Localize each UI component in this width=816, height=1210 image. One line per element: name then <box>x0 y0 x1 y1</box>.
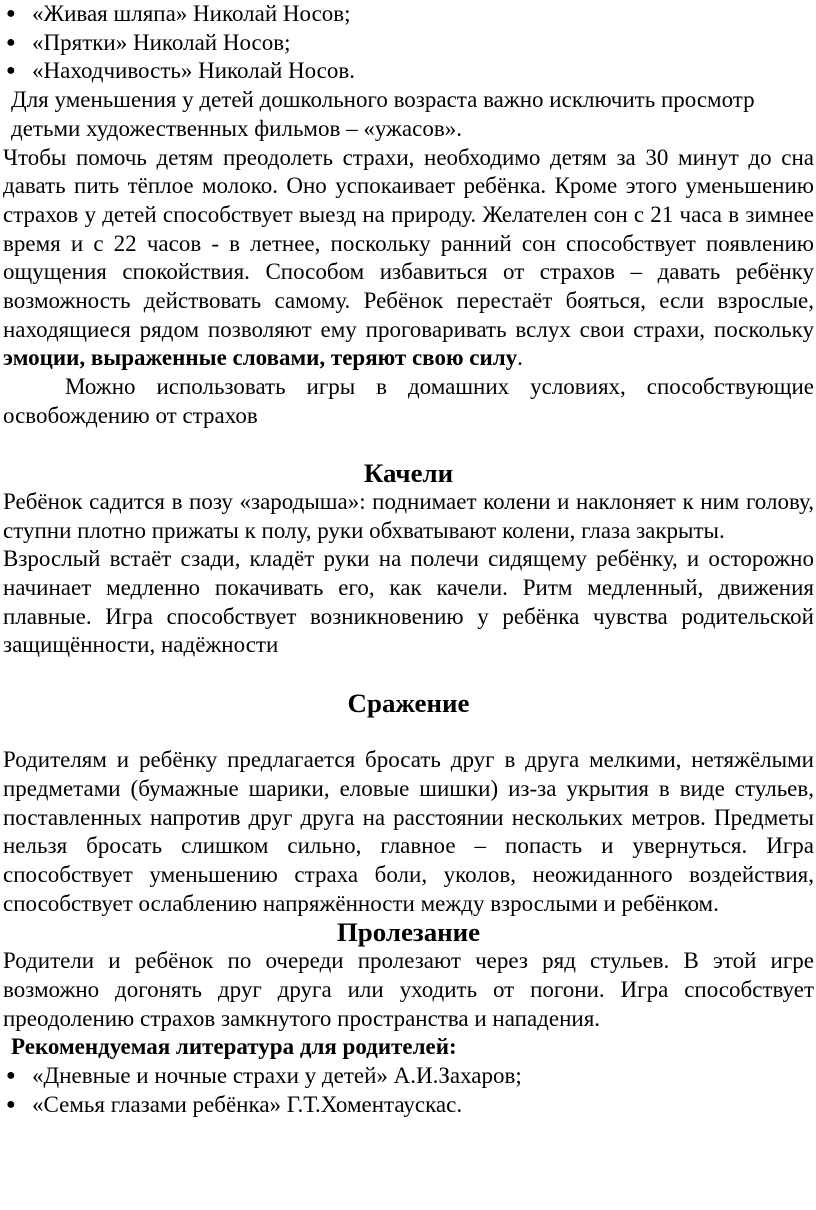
paragraph-swing-1: Ребёнок садится в позу «зародыша»: поднимает колени и наклоняет к ним голову, ступни плотно прижаты к полу, руки обхватывают колени, глаза закрыты. <box>3 488 814 543</box>
list-item: ● «Находчивость» Николай Носов. <box>3 57 814 86</box>
bullet-icon: ● <box>6 33 16 51</box>
emphasis-text: эмоции, выраженные словами, теряют свою силу <box>3 345 518 371</box>
paragraph-games-intro: Можно использовать игры в домашних условиях, способствующие освобождению от страхов <box>3 374 814 428</box>
list-item: ● «Дневные и ночные страхи у детей» А.И.Захаров; <box>3 1062 814 1091</box>
heading-battle: Сражение <box>347 687 470 718</box>
paragraph-crawl: Родители и ребёнок по очереди пролезают через ряд стульев. В этой игре возможно догонять друг друга или уходить от погони. Игра способствует преодолению страхов замкнутого пространства и нападения. <box>3 948 814 1031</box>
list-item: ● «Семья глазами ребёнка» Г.Т.Хоментаускас. <box>3 1091 814 1120</box>
heading-swing: Качели <box>363 458 454 489</box>
bullet-icon: ● <box>6 1095 16 1113</box>
paragraph-main: Чтобы помочь детям преодолеть страхи, необходимо детям за 30 минут до сна давать пить тёплое молоко. Оно успокаивает ребёнка. Кроме этого уменьшению страхов у детей способствует выезд на природу. Желателен сон с 21 часа в зимнее время и с 22 часов - в летнее, поскольку ранний сон способствует появлению ощущения спокойствия. Способом избавиться от страхов – давать ребёнку возможность действовать самому. Ребёнок перестаёт бояться, если взрослые, находящиеся рядом позволяют ему проговаривать вслух свои страхи, поскольку эмоции, выраженные словами, теряют свою силу. <box>3 144 814 371</box>
literature-list <box>3 1062 814 1119</box>
book-list <box>3 0 814 86</box>
bullet-icon: ● <box>6 1066 16 1084</box>
paragraph-swing-2: Взрослый встаёт сзади, кладёт руки на полечи сидящему ребёнку, и осторожно начинает медленно покачивать его, как качели. Ритм медленный, движения плавные. Игра способствует возникновению у ребёнка чувства родительской защищённости, надёжности <box>3 546 814 658</box>
list-item: ● «Прятки» Николай Носов; <box>3 29 814 58</box>
list-item: ● «Живая шляпа» Николай Носов; <box>3 0 814 29</box>
paragraph-horror-films: Для уменьшения у детей дошкольного возраста важно исключить просмотр детьми художественных фильмов – «ужасов». <box>11 87 755 141</box>
bullet-icon: ● <box>6 62 16 80</box>
heading-crawl: Пролезание <box>336 917 481 948</box>
heading-literature: Рекомендуемая литература для родителей: <box>11 1034 457 1060</box>
paragraph-battle: Родителям и ребёнку предлагается бросать друг в друга мелкими, нетяжёлыми предметами (бумажные шарики, еловые шишки) из-за укрытия в виде стульев, поставленных напротив друг друга на расстоянии нескольких метров. Предметы нельзя бросать слишком сильно, главное – попасть и увернуться. Игра способствует уменьшению страха боли, уколов, неожиданного воздействия, способствует ослаблению напряжённости между взрослыми и ребёнком. <box>3 747 814 916</box>
bullet-icon: ● <box>6 5 16 22</box>
